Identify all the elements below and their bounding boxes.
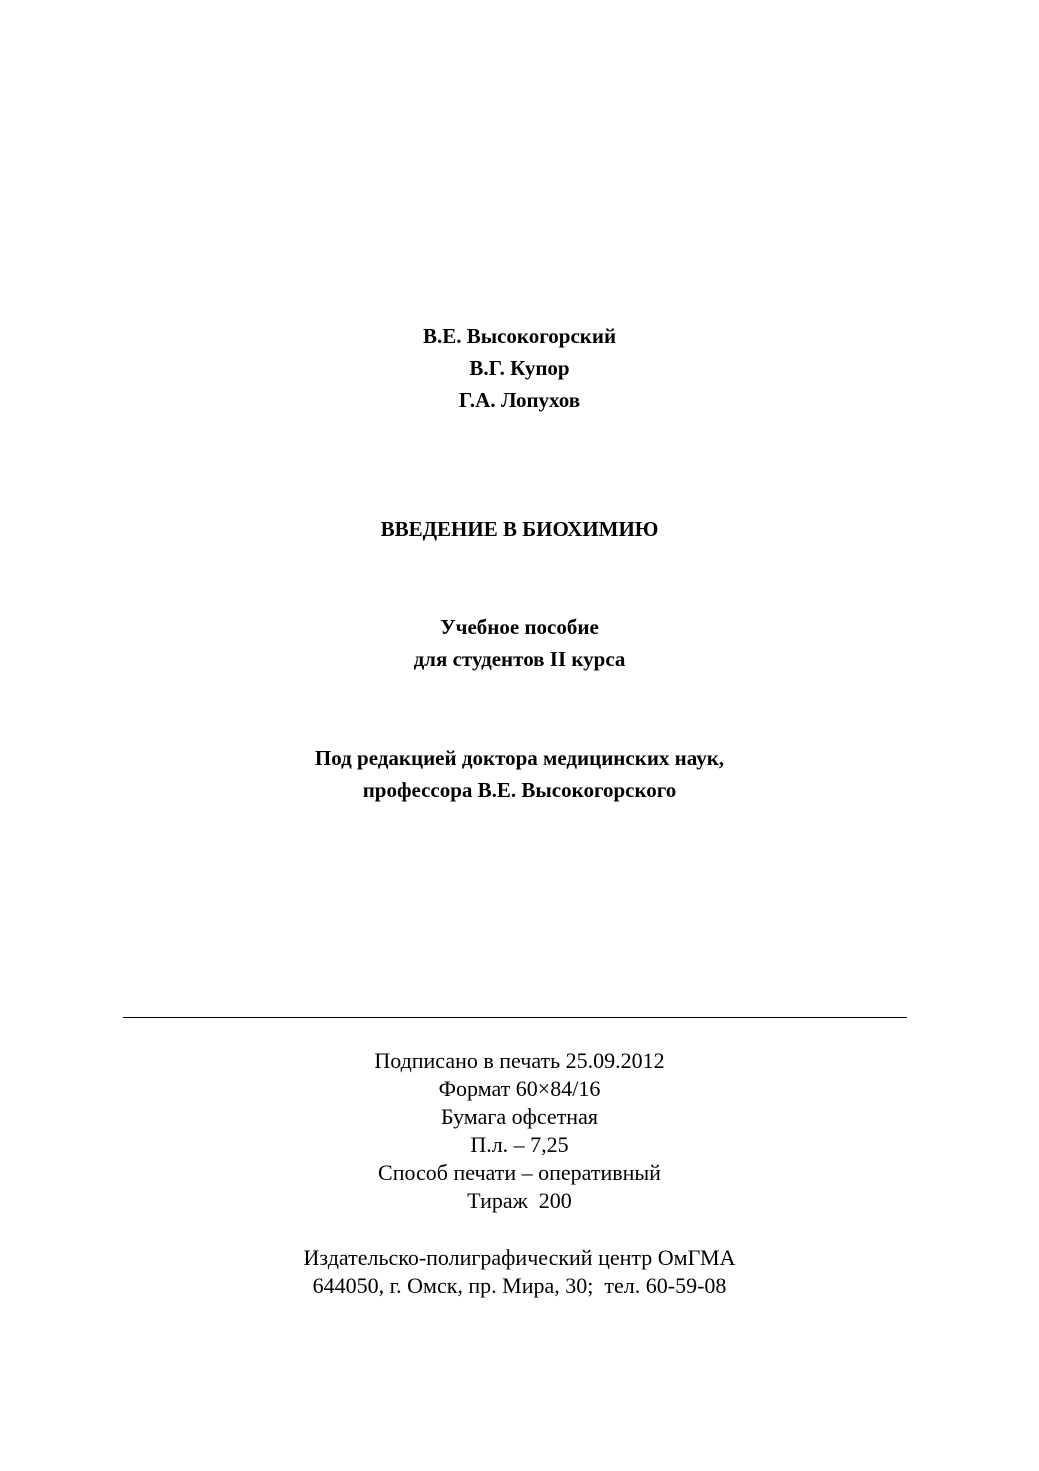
editor-line: профессора В.Е. Высокогорского [362,778,677,802]
publisher-line: 644050, г. Омск, пр. Мира, 30; тел. 60-59-08 [312,1273,727,1298]
subtitle-line: Учебное пособие [440,615,599,639]
publisher-block [0,1244,1039,1300]
author-name: В.Г. Купор [469,356,570,380]
author-name: В.Е. Высокогорский [422,324,617,348]
book-title: ВВЕДЕНИЕ В БИОХИМИЮ [380,517,659,541]
book-title-block [0,513,1039,545]
imprint-line: Способ печати – оперативный [378,1160,661,1185]
subtitle-line: для студентов II курса [413,647,626,671]
editor-line: Под редакцией доктора медицинских наук, [314,746,725,770]
subtitle-block [0,611,1039,675]
imprint-line: Тираж 200 [467,1188,572,1213]
publisher-line: Издательско-полиграфический центр ОмГМА [303,1245,736,1270]
imprint-block [0,1047,1039,1215]
authors-block [0,320,1039,416]
imprint-line: Подписано в печать 25.09.2012 [374,1048,665,1073]
author-name: Г.А. Лопухов [458,388,581,412]
imprint-line: Бумага офсетная [441,1104,598,1129]
imprint-line: П.л. – 7,25 [470,1132,569,1157]
imprint-line: Формат 60×84/16 [438,1076,601,1101]
divider-line [123,1017,907,1018]
editor-block [0,742,1039,806]
